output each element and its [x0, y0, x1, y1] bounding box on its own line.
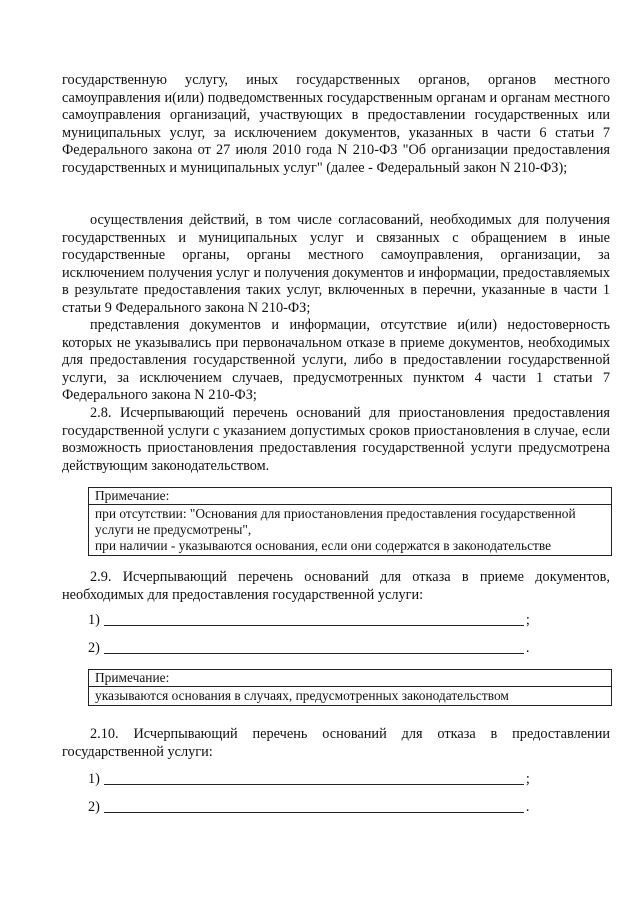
note-box-refusal — [88, 669, 612, 706]
blank-line — [104, 811, 524, 813]
note-line: при отсутствии: "Основания для приостановления предоставления государственной услуги не предусмотрены", — [95, 506, 576, 537]
note-body — [89, 505, 611, 555]
note-header: Примечание: — [89, 488, 611, 505]
list-item-2-9-1 — [88, 612, 538, 629]
list-item-2-9-2 — [88, 640, 538, 657]
note-header: Примечание: — [89, 670, 611, 687]
paragraph-documents: представления документов и информации, отсутствие и(или) недостоверность которых не указывались при первоначальном отказе в приеме документов, необходимых для предоставления государственной услуги, либо в предоставлении государственной услуги, за исключением случаев, предусмотренных пунктом 4 части 1 статьи 7 Федерального закона N 210-ФЗ; — [62, 317, 610, 404]
blank-line — [104, 624, 524, 626]
list-item-2-10-1 — [88, 771, 538, 788]
item-number: 1) — [88, 771, 100, 787]
list-item-2-10-2 — [88, 799, 538, 816]
blank-line — [104, 783, 524, 785]
item-end: . — [525, 799, 530, 815]
paragraph-actions: осуществления действий, в том числе согласований, необходимых для получения государственных и муниципальных услуг и связанных с обращением в иные государственные органы, органы местного самоуправления, организации, за исключением получения услуг и получения документов и информации, предоставляемых в результате предоставления таких услуг, включенных в перечни, указанные в части 1 статьи 9 Федерального закона N 210-ФЗ; — [62, 212, 610, 316]
note-box-suspension — [88, 487, 612, 556]
item-number: 1) — [88, 612, 100, 628]
note-line: указываются основания в случаях, предусмотренных законодательством — [95, 688, 509, 703]
item-number: 2) — [88, 640, 100, 656]
item-end: . — [525, 640, 530, 656]
note-body — [89, 687, 611, 705]
section-2-9: 2.9. Исчерпывающий перечень оснований для отказа в приеме документов, необходимых для предоставления государственной услуги: — [62, 569, 610, 603]
item-number: 2) — [88, 799, 100, 815]
paragraph-services: государственную услугу, иных государственных органов, органов местного самоуправления и(или) подведомственных государственным органам и органам местного самоуправления организаций, участвующих в предоставлении государственных или муниципальных услуг, за исключением документов, указанных в части 6 статьи 7 Федерального закона от 27 июля 2010 года N 210-ФЗ "Об организации предоставления государственных и муниципальных услуг" (далее - Федеральный закон N 210-ФЗ); — [62, 72, 610, 176]
item-end: ; — [525, 612, 530, 628]
section-2-8: 2.8. Исчерпывающий перечень оснований для приостановления предоставления государственной услуги с указанием допустимых сроков приостановления в случае, если возможность приостановления предоставления государственной услуги предусмотрена действующим законодательством. — [62, 405, 610, 474]
note-line: при наличии - указываются основания, если они содержатся в законодательстве — [95, 538, 552, 553]
item-end: ; — [525, 771, 530, 787]
blank-line — [104, 652, 524, 654]
section-2-10: 2.10. Исчерпывающий перечень оснований для отказа в предоставлении государственной услуги: — [62, 726, 610, 760]
